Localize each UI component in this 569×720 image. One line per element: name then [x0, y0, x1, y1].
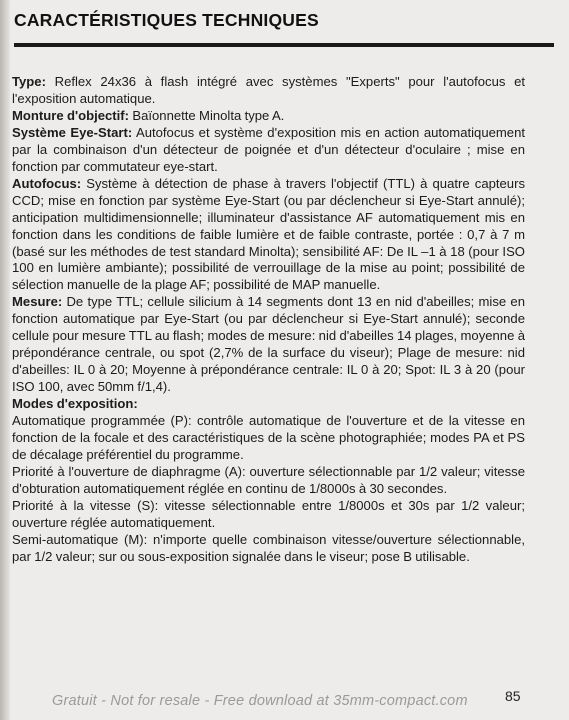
spec-text — [12, 74, 525, 566]
spec-lens-mount: Monture d'objectif: Baïonnette Minolta type A. — [12, 107, 285, 123]
mode-shutter-priority: Priorité à la vitesse (S): vitesse sélectionnable entre 1/8000s et 30s par 1/2 valeur; ouverture réglée automatiquement. — [12, 497, 525, 530]
page-edge-shadow — [0, 0, 10, 720]
page-number: 85 — [505, 688, 521, 704]
spec-eye-start: Système Eye-Start: Autofocus et système d'exposition mis en action automatiquement par la combinaison d'un détecteur de poignée et d'un détecteur d'oculaire ; mise en fonction par commutateur eye-start. — [12, 124, 525, 174]
spec-type: Type: Reflex 24x36 à flash intégré avec systèmes "Experts" pour l'autofocus et l'exposition automatique. — [12, 74, 525, 106]
mode-program: Automatique programmée (P): contrôle automatique de l'ouverture et de la vitesse en fonction de la focale et des caractéristiques de la scène photographiée; modes PA et PS de décalage préférentiel du programme. — [12, 413, 525, 462]
spec-metering: Mesure: De type TTL; cellule silicium à 14 segments dont 13 en nid d'abeilles; mise en fonction automatique par Eye-Start (ou par déclencheur si Eye-Start annulé); seconde cellule pour mesure TTL au flash; modes de mesure: nid d'abeilles 14 plages, moyenne à prépondérance centrale, ou spot (2,7% de la surface du viseur); Plage de mesure: nid d'abeilles: IL 0 à 20; Moyenne à prépondérance centrale: IL 0 à 20; Spot: IL 3 à 20 (pour ISO 100, avec 50mm f/1,4). — [12, 294, 525, 395]
heading-rule — [14, 43, 554, 47]
spec-exposure-modes: Modes d'exposition: — [12, 396, 138, 412]
footer-watermark: Gratuit - Not for resale - Free download at 35mm-compact.com — [52, 693, 468, 709]
spec-autofocus: Autofocus: Système à détection de phase à travers l'objectif (TTL) à quatre capteurs CCD; mise en fonction par système Eye-Start (ou par déclencheur si Eye-Start annulé); anticipation multidimensionnelle; illuminateur d'assistance AF automatiquement mis en fonction dans les conditions de faible lumière et de faible contraste, portée : 0,7 à 7 m (basé sur les méthodes de test standard Minolta); sensibilité AF: De IL –1 à 18 (pour ISO 100 en lumière ambiante); possibilité de verrouillage de la mise au point; possibilité de sélection manuelle de la plage AF; possibilité de MAP manuelle. — [12, 175, 525, 293]
mode-aperture-priority: Priorité à l'ouverture de diaphragme (A): ouverture sélectionnable par 1/2 valeur; vitesse d'obturation automatiquement réglée en continu de 1/8000s à 30 secondes. — [12, 463, 525, 496]
page-heading: CARACTÉRISTIQUES TECHNIQUES — [14, 10, 319, 30]
mode-manual: Semi-automatique (M): n'importe quelle combinaison vitesse/ouverture sélectionnable, par 1/2 valeur; sur ou sous-exposition signalée dans le viseur; pose B utilisable. — [12, 531, 525, 564]
